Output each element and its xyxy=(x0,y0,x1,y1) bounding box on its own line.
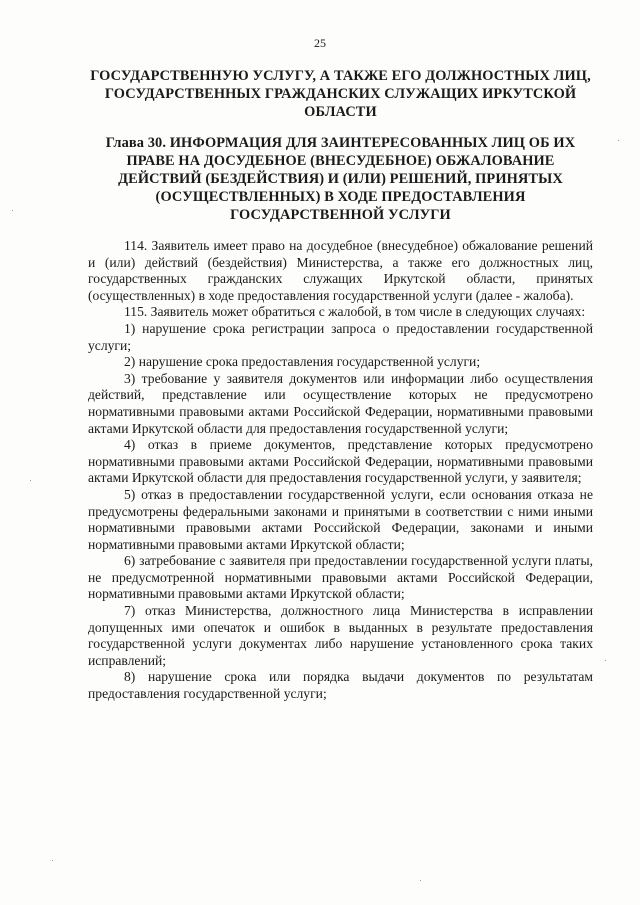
list-item-7: 7) отказ Министерства, должностного лица Министерства в исправлении допущенных ими опечаток и ошибок в выданных в результате предоставления государственной услуги документах либо нарушение установленного срока таких исправлений; xyxy=(88,603,593,668)
scan-speck xyxy=(605,660,606,661)
section-heading-continuation: ГОСУДАРСТВЕННУЮ УСЛУГУ, А ТАКЖЕ ЕГО ДОЛЖНОСТНЫХ ЛИЦ, ГОСУДАРСТВЕННЫХ ГРАЖДАНСКИХ СЛУЖАЩИХ ИРКУТСКОЙ ОБЛАСТИ xyxy=(90,68,591,120)
list-item-3: 3) требование у заявителя документов или информации либо осуществления действий, представление или осуществление которых не предусмотрено нормативными правовыми актами Российской Федерации, нормативными правовыми актами Иркутской области для предоставления государственной услуги; xyxy=(88,370,593,436)
scan-speck xyxy=(618,140,619,141)
list-item-2: 2) нарушение срока предоставления государственной услуги; xyxy=(124,354,481,370)
chapter-heading: Глава 30. ИНФОРМАЦИЯ ДЛЯ ЗАИНТЕРЕСОВАННЫХ ЛИЦ ОБ ИХ ПРАВЕ НА ДОСУДЕБНОЕ (ВНЕСУДЕБНОЕ) ОБЖАЛОВАНИЕ ДЕЙСТВИЙ (БЕЗДЕЙСТВИЯ) И (ИЛИ) РЕШЕНИЙ, ПРИНЯТЫХ (ОСУЩЕСТВЛЕННЫХ) В ХОДЕ ПРЕДОСТАВЛЕНИЯ ГОСУДАРСТВЕННОЙ УСЛУГИ xyxy=(105,135,576,223)
list-item-6: 6) затребование с заявителя при предоставлении государственной услуги платы, не предусмотренной нормативными правовыми актами Российской Федерации, нормативными правовыми актами Иркутской области; xyxy=(88,553,593,602)
body-text xyxy=(88,238,593,703)
scan-speck xyxy=(420,880,421,881)
scan-speck xyxy=(12,210,13,211)
scan-speck xyxy=(52,860,53,861)
list-item-8: 8) нарушение срока или порядка выдачи документов по результатам предоставления государственной услуги; xyxy=(88,669,593,702)
list-item-5: 5) отказ в предоставлении государственной услуги, если основания отказа не предусмотрены федеральными законами и принятыми в соответствии с ними иными нормативными правовыми актами Российской Федерации, законами и иными нормативными правовыми актами Иркутской области; xyxy=(88,486,593,552)
paragraph-115: 115. Заявитель может обратиться с жалобой, в том числе в следующих случаях: xyxy=(124,304,586,320)
list-item-1: 1) нарушение срока регистрации запроса о предоставлении государственной услуги; xyxy=(88,320,593,353)
scan-speck xyxy=(30,480,31,481)
paragraph-114: 114. Заявитель имеет право на досудебное (внесудебное) обжалование решений и (или) действий (бездействия) Министерства, а также его должностных лиц, государственных гражданских служащих Иркутской области, принятых (осуществленных) в ходе предоставления государственной услуги (далее - жалоба). xyxy=(88,238,593,303)
page-number: 25 xyxy=(314,36,326,50)
list-item-4: 4) отказ в приеме документов, представление которых предусмотрено нормативными правовыми актами Российской Федерации, нормативными правовыми актами Иркутской области для предоставления государственной услуги, у заявителя; xyxy=(88,437,593,486)
